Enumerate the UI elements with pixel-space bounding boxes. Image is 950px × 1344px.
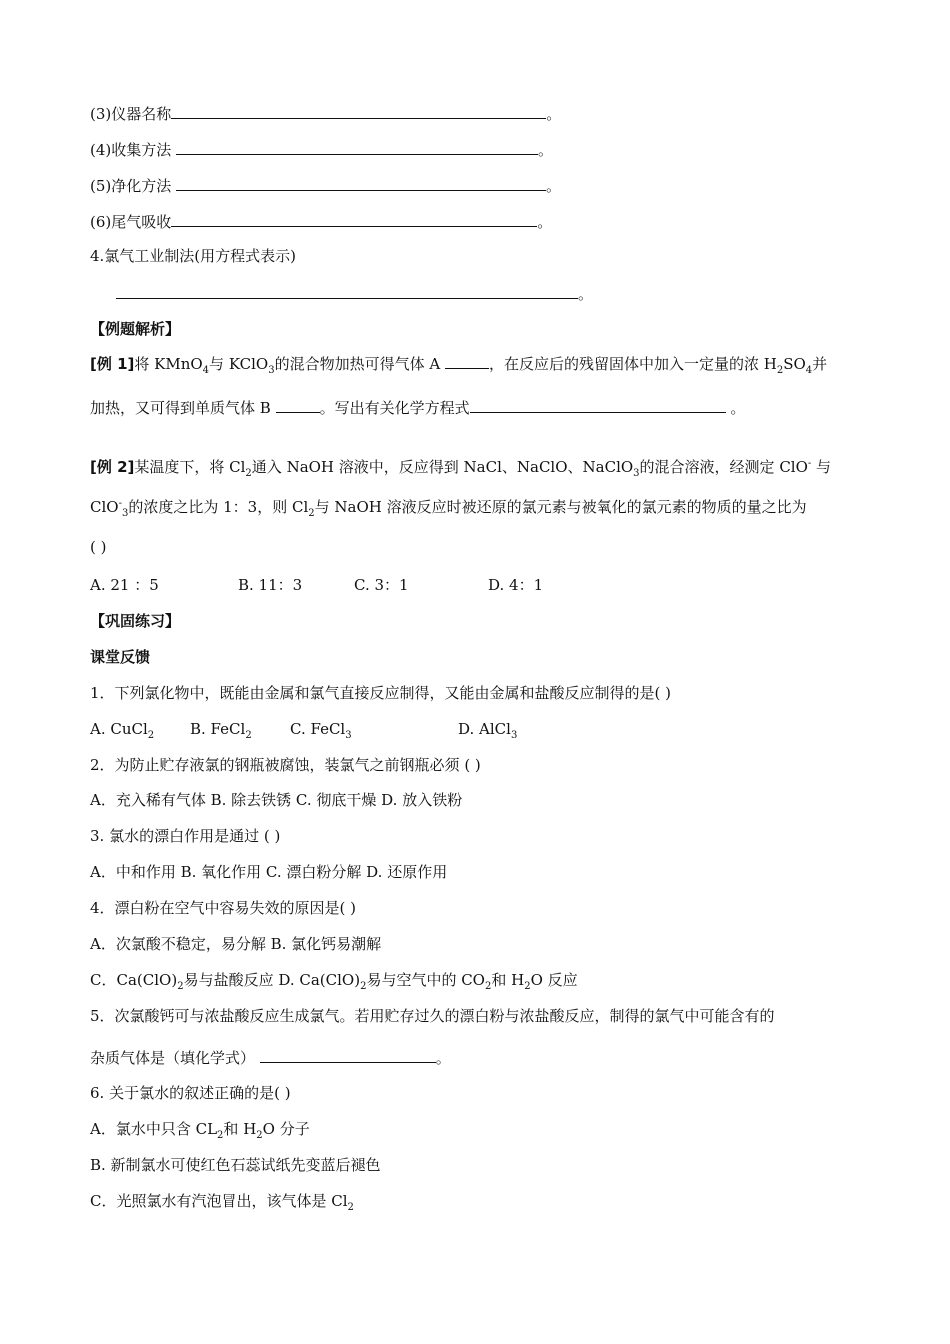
subscript: 3 [633,468,640,479]
subscript: 3 [345,730,352,741]
subscript: 2 [217,1130,224,1141]
option-c-text: C．Ca(ClO) [90,971,178,989]
practice-3-stem: 3. 氯水的漂白作用是通过 ( ) [90,827,281,845]
question-6-line [90,210,552,233]
example-2-text: ClO [90,498,119,516]
period: 。 [435,1049,451,1067]
gas-a-blank[interactable] [445,352,489,369]
practice-4-options-ab: A．次氯酸不稳定，易分解 B. 氯化钙易潮解 [90,935,382,953]
example-1-text: 。 [725,399,746,417]
gas-b-blank[interactable] [276,396,320,413]
equation-blank[interactable] [470,396,726,413]
option-d-text: 易与空气中的 CO [366,971,485,989]
example-2-options [90,574,543,596]
option-c-text: C. FeCl [290,720,346,738]
option-b[interactable]: B. 11：3 [238,576,303,594]
period: 。 [546,105,562,123]
subscript: 2 [245,730,252,741]
question-4-answer-blank[interactable] [176,138,538,155]
superscript: - [118,498,122,509]
option-d-text: O 反应 [530,971,578,989]
option-c[interactable]: C. 3：1 [354,576,409,594]
question-4-line [90,138,553,161]
example-1-text: 与 KClO [209,355,269,373]
impurity-gas-blank[interactable] [260,1046,436,1063]
option-c-text: C．光照氯水有汽泡冒出，该气体是 Cl [90,1192,348,1210]
subscript: 2 [524,981,531,992]
example-2-text: 的浓度之比为 1：3，则 Cl [128,498,309,516]
option-d-text: 易与盐酸反应 D. Ca(ClO) [183,971,361,989]
example-2-text: 与 NaOH 溶液反应时被还原的氯元素与被氧化的氯元素的物质的量之比为 [314,498,807,516]
option-b[interactable] [190,718,290,740]
example-1-text: ，在反应后的残留固体中加入一定量的浓 H [488,355,777,373]
practice-3-options: A．中和作用 B. 氧化作用 C. 漂白粉分解 D. 还原作用 [90,863,448,881]
option-a-text: O 分子 [262,1120,310,1138]
example-2-tag: [例 2] [90,458,135,476]
subscript: 3 [510,730,518,741]
subscript: 2 [484,981,492,992]
practice-1-stem: 1．下列氯化物中，既能由金属和氯气直接反应制得，又能由金属和盐酸反应制得的是( ) [90,684,672,702]
section-practice-heading: 【巩固练习】 [90,612,181,630]
question-5-line [90,174,561,197]
option-c[interactable] [290,718,458,740]
option-a-text: A. CuCl [90,720,148,738]
example-2-text: 某温度下，将 Cl [134,458,246,476]
question-6-answer-blank[interactable] [171,210,537,227]
practice-6-option-b: B. 新制氯水可使红色石蕊试纸先变蓝后褪色 [90,1156,381,1174]
option-b-text: B. FeCl [190,720,246,738]
period: 。 [537,213,553,231]
example-1-text: 的混合物加热可得气体 A [274,355,445,373]
practice-6-stem: 6. 关于氯水的叙述正确的是( ) [90,1084,291,1102]
example-1-tag: [例 1] [90,355,135,373]
question-4-label: (4)收集方法 [90,141,172,159]
option-a-text: A．氯水中只含 CL [90,1120,218,1138]
question-6-label: (6)尾气吸收 [90,213,172,231]
example-1-text: 加热，又可得到单质气体 B [90,399,276,417]
subscript: 2 [360,981,367,992]
subscript: 4 [805,365,813,376]
practice-1-options [90,718,517,740]
option-a[interactable] [90,718,190,740]
subscript: 2 [147,730,155,741]
period: 。 [546,177,562,195]
question-3-line [90,102,561,125]
question-5-label: (5)净化方法 [90,177,172,195]
practice-4-stem: 4．漂白粉在空气中容易失效的原因是( ) [90,899,357,917]
example-1-text: SO [783,355,806,373]
practice-6-option-c [90,1190,354,1212]
example-1-text: 。写出有关化学方程式 [319,399,470,417]
option-d[interactable] [458,718,517,740]
subscript: 2 [347,1202,354,1213]
option-d[interactable]: D. 4：1 [488,576,544,594]
example-1-line-1 [90,352,827,375]
option-a[interactable]: A. 21 ：5 [90,576,159,594]
question-3-answer-blank[interactable] [171,102,546,119]
subscript: 2 [308,508,315,519]
option-d-text: 和 H [491,971,525,989]
period: 。 [538,141,554,159]
subscript: 2 [245,468,252,479]
example-2-text: 的混合溶液，经测定 ClO [639,458,808,476]
example-1-line-2 [90,396,745,419]
practice-2-stem: 2．为防止贮存液氯的钢瓶被腐蚀，装氯气之前钢瓶必须 ( ) [90,756,481,774]
question-3-label: (3)仪器名称 [90,105,172,123]
subscript: 2 [776,365,784,376]
example-2-text: 与 [811,458,832,476]
practice-6-option-a [90,1118,310,1140]
question-5-answer-blank[interactable] [176,174,546,191]
practice-4-options-cd [90,969,578,991]
industrial-answer-line [116,282,593,305]
example-1-text: 并 [812,355,828,373]
practice-5-text: 杂质气体是（填化学式） [90,1049,256,1067]
practice-5-stem: 5．次氯酸钙可与浓盐酸反应生成氯气。若用贮存过久的漂白粉与浓盐酸反应，制得的氯气中可能含有的 [90,1007,775,1025]
subsection-heading: 课堂反馈 [90,648,151,666]
example-2-line-1 [90,456,831,478]
practice-2-options: A．充入稀有气体 B. 除去铁锈 C. 彻底干燥 D. 放入铁粉 [90,791,463,809]
subscript: 4 [202,365,210,376]
industrial-method-label: 4.氯气工业制法(用方程式表示) [90,247,297,265]
question-4-industrial-line [90,245,296,267]
subscript: 3 [121,508,129,519]
section-example-heading: 【例题解析】 [90,320,181,338]
subscript: 3 [268,365,275,376]
option-d-text: D. AlCl [458,720,511,738]
subscript: 2 [177,981,184,992]
superscript: - [807,458,812,469]
example-2-text: 通入 NaOH 溶液中，反应得到 NaCl、NaClO、NaClO [251,458,634,476]
industrial-answer-blank[interactable] [116,282,578,299]
period: 。 [578,285,594,303]
example-2-line-2 [90,496,807,518]
practice-5-line-2 [90,1046,451,1069]
subscript: 2 [256,1130,263,1141]
example-1-text: 将 KMnO [134,355,203,373]
example-2-answer-paren: ( ) [90,538,107,556]
option-a-text: 和 H [223,1120,257,1138]
